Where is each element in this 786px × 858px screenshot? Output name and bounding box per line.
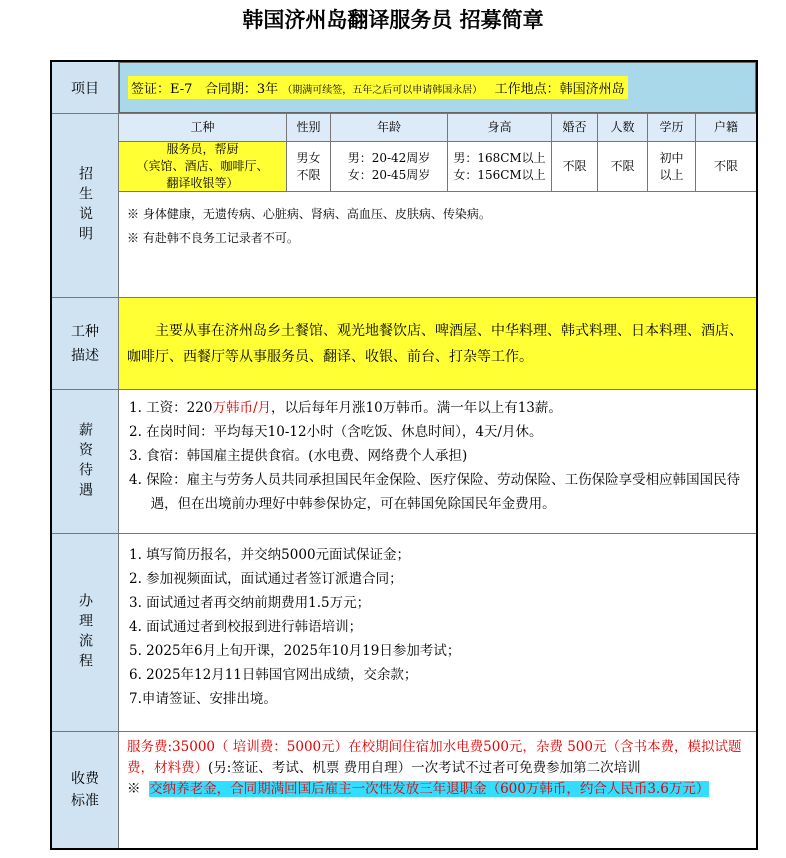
fee-text [119,732,756,805]
header-marriage: 婚否 [552,114,598,142]
work-hours-item: 2. 在岗时间：平均每天10-12小时（含吃饭、休息时间），4天/月休。 [129,424,543,440]
location-text: 工作地点：韩国济州岛 [494,82,625,97]
process-step: 6. 2025年12月11日韩国官网出成绩，交余款； [129,667,418,683]
job-desc-row [52,298,756,390]
process-step: 4. 面试通过者到校报到进行韩语培训； [129,619,363,635]
recruit-label: 招生说明 [52,114,119,297]
project-info-highlight [128,76,628,99]
salary-row [52,390,756,534]
process-label: 办理流程 [52,534,119,731]
fee-row [52,732,756,848]
page-title: 韩国济州岛翻译服务员 招募简章 [242,8,544,32]
header-height: 身高 [448,114,552,142]
health-notes [119,192,756,260]
job-desc-text: 主要从事在济州岛乡土餐馆、观光地餐饮店、啤酒屋、中华料理、韩式料理、日本料理、酒店、咖啡厅、西餐厅等从事服务员、翻译、收银、前台、打杂等工作。 [119,298,756,389]
height-cell: 男：168CM以上 女：156CM以上 [448,142,552,192]
process-row [52,534,756,732]
record-note: ※ 有赴韩不良务工记录者不可。 [127,231,299,245]
process-list [119,534,756,717]
insurance-item: 4. 保险：雇主与劳务人员共同承担国民年金保险、医疗保险、劳动保险、工伤保险享受相应韩国国民待遇，但在出境前办理好中韩参保协定，可在韩国免除国民年金费用。 [129,472,741,512]
hukou-cell: 不限 [696,142,756,192]
gender-cell: 男女 不限 [287,142,331,192]
count-cell: 不限 [598,142,648,192]
process-step: 3. 面试通过者再交纳前期费用1.5万元； [129,595,371,611]
header-education: 学历 [648,114,696,142]
pension-note: ※ 交纳养老金，合同期满回国后雇主一次性发放三年退职金（600万韩币，约合人民币3.6万元） [127,781,710,797]
header-count: 人数 [598,114,648,142]
fee-label: 收费标准 [52,732,119,848]
job-desc-label: 工种描述 [52,298,119,389]
process-step: 2. 参加视频面试，面试通过者签订派遣合同； [129,571,403,587]
process-step: 7.申请签证、安排出境。 [129,691,277,707]
marriage-cell: 不限 [552,142,598,192]
visa-text: 签证：E-7 [131,82,193,97]
lodging-item: 3. 食宿：韩国雇主提供食宿。(水电费、网络费个人承担) [129,448,468,464]
contract-text: 合同期：3年 [204,82,279,97]
header-age: 年龄 [331,114,448,142]
recruitment-table [50,60,758,850]
process-step: 5. 2025年6月上旬开课，2025年10月19日参加考试； [129,643,461,659]
contract-note: （期满可续签，五年之后可以申请韩国永居） [282,85,483,96]
fee-main: 服务费:35000（ 培训费：5000元）在校期间住宿加水电费500元，杂费 500元（含书本费，模拟试题费，材料费）(另:签证、考试、机票 费用自理）一次考试不过者可免费参加第二次培训 [127,739,742,776]
header-job: 工种 [119,114,287,142]
header-hukou: 户籍 [696,114,756,142]
salary-list [119,390,756,522]
project-label: 项目 [52,62,119,113]
job-cell: 服务员，帮厨 （宾馆、酒店、咖啡厅、 翻译收银等） [119,142,287,192]
recruit-row [52,114,756,298]
age-cell: 男：20-42周岁 女：20-45周岁 [331,142,448,192]
project-info [119,62,756,113]
process-step: 1. 填写简历报名，并交纳5000元面试保证金； [129,547,411,563]
salary-label: 薪资待遇 [52,390,119,533]
education-cell: 初中 以上 [648,142,696,192]
health-note: ※ 身体健康，无遗传病、心脏病、肾病、高血压、皮肤病、传染病。 [127,207,491,221]
project-row [52,62,756,114]
header-gender: 性别 [287,114,331,142]
salary-item: 1. 工资：220万韩币/月，以后每年月涨10万韩币。满一年以上有13薪。 [129,400,562,416]
